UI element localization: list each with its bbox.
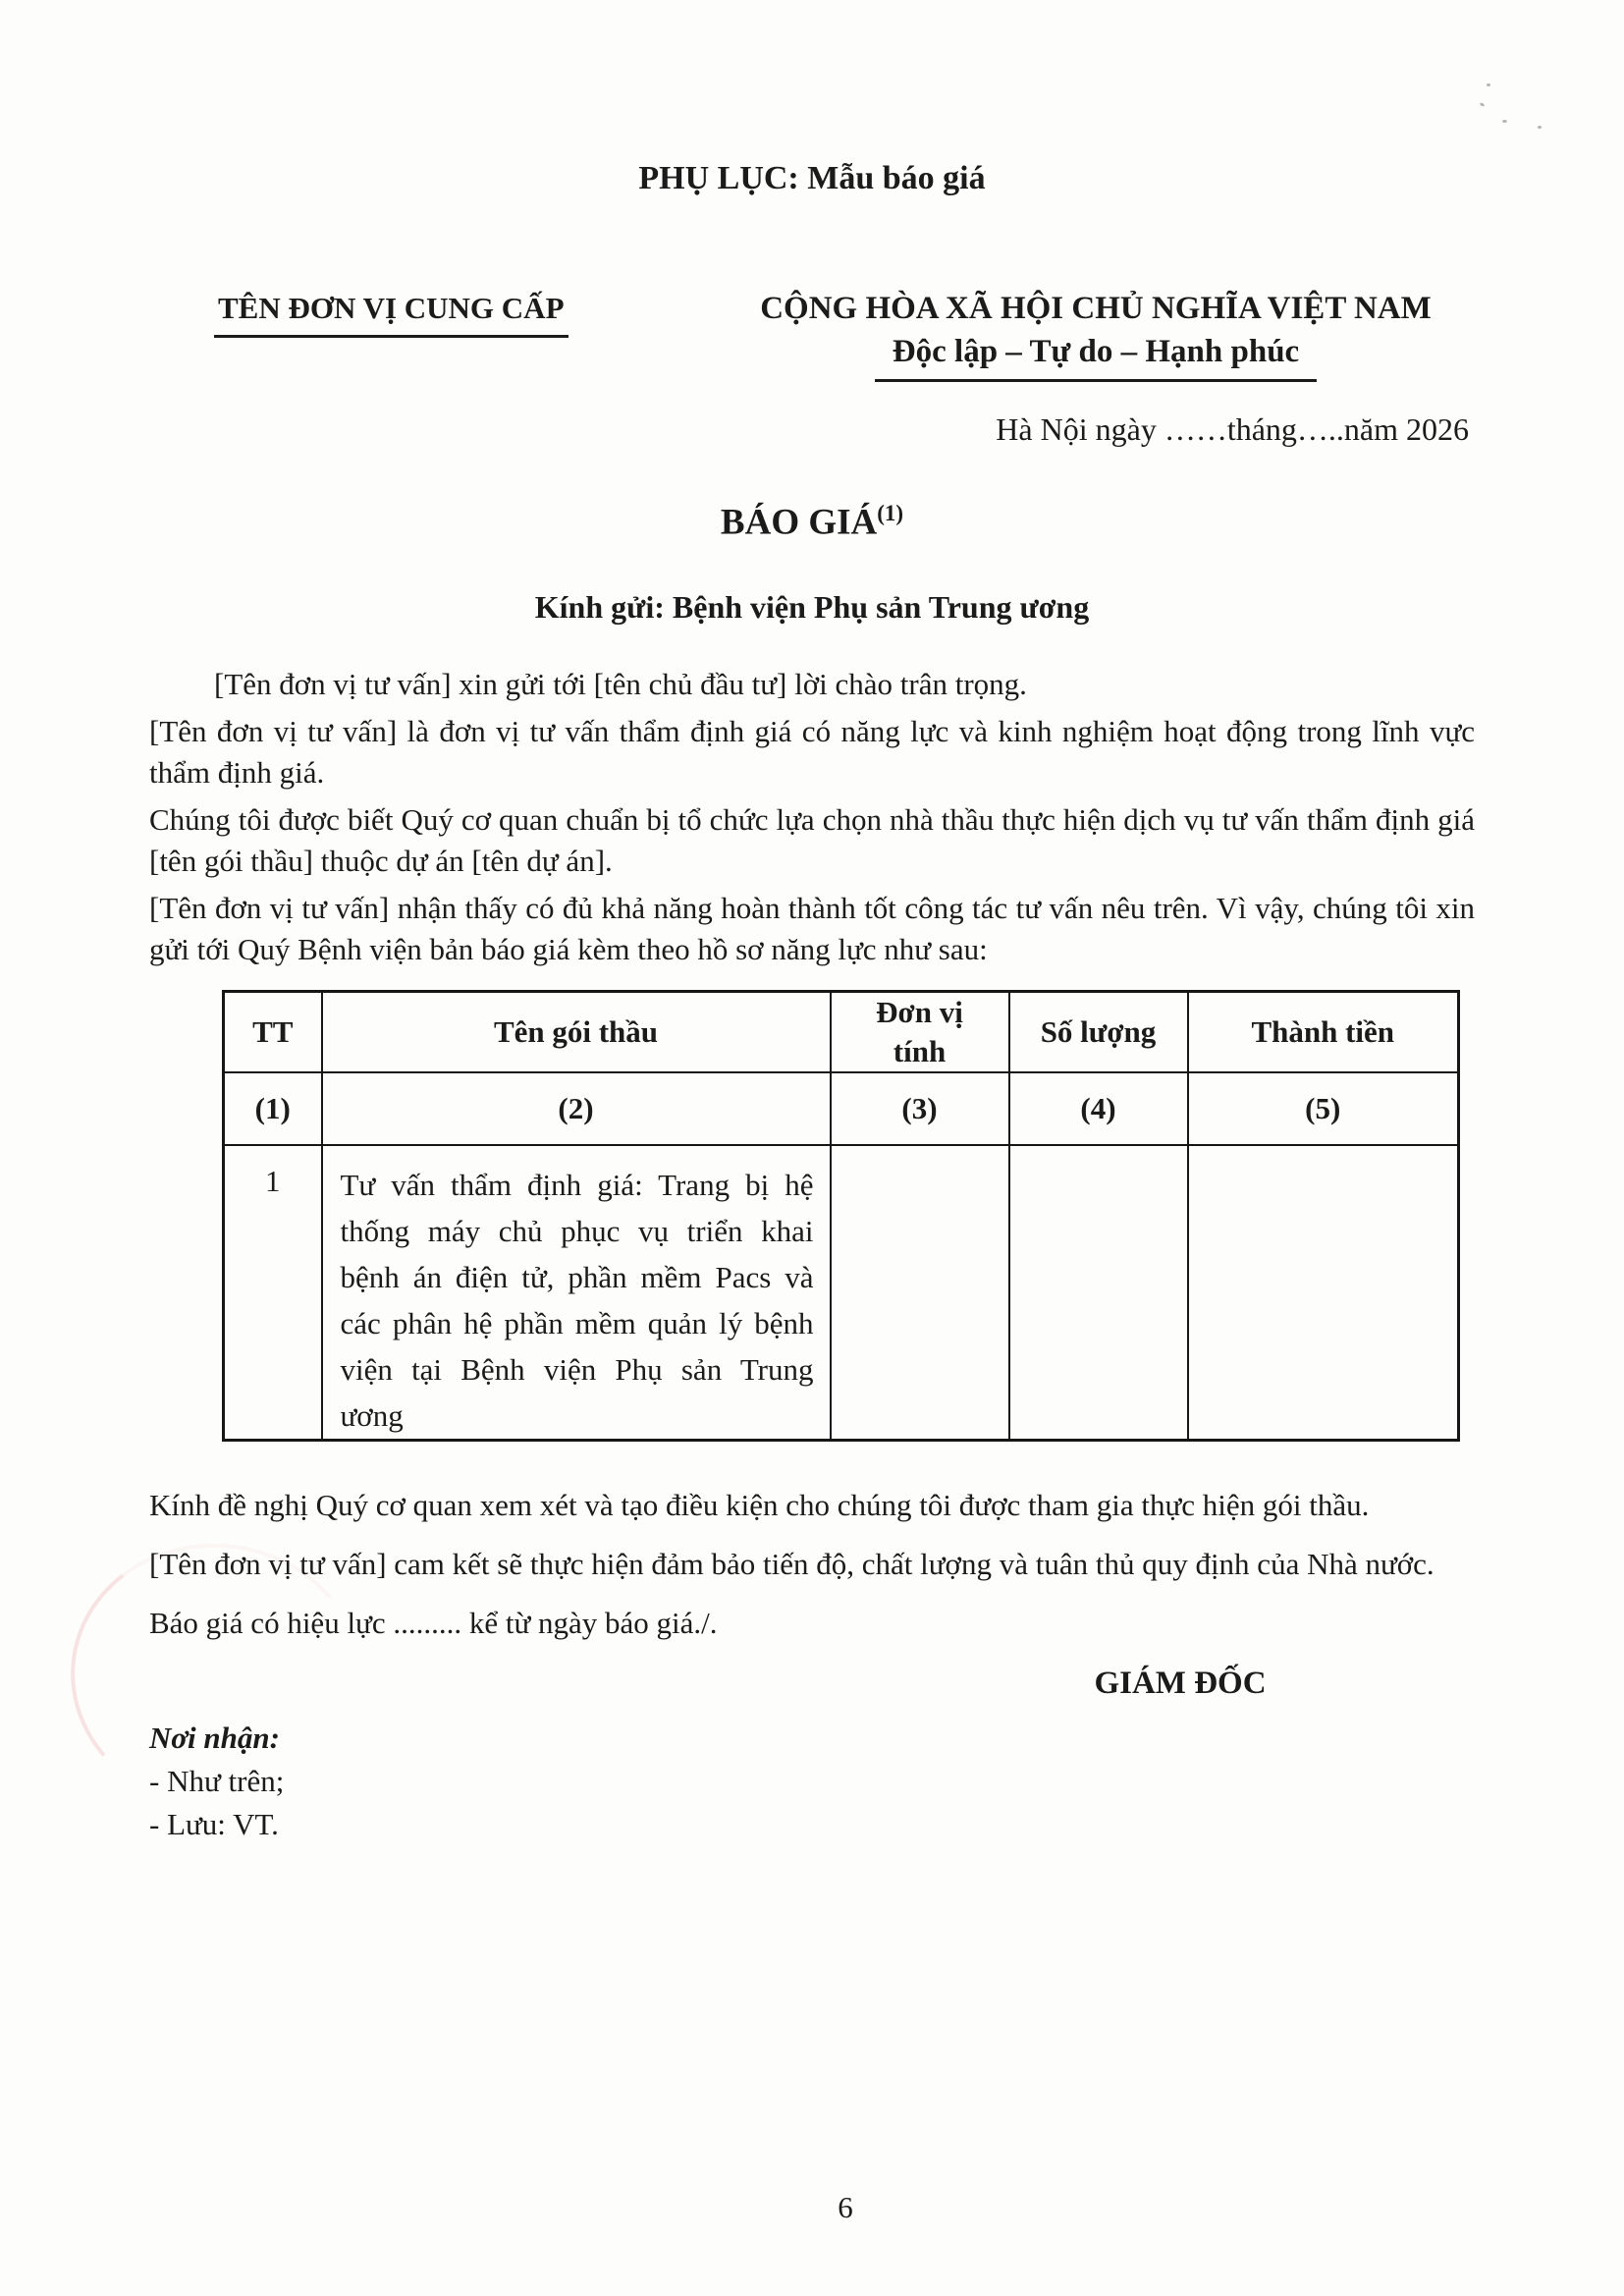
appendix-title: PHỤ LỤC: Mẫu báo giá [638,160,986,196]
recipient-item: - Như trên; [149,1764,285,1799]
salutation-line: Kính gửi: Bệnh viện Phụ sản Trung ương [534,589,1090,626]
body-paragraphs [149,664,1475,970]
table-header-unit: Đơn vị tính [831,992,1009,1073]
closing-paragraph: Báo giá có hiệu lực ......... kể từ ngày báo giá./. [149,1606,718,1641]
document-title-text: BÁO GIÁ [720,502,878,543]
recipients-block [149,1717,1475,1846]
column-number-cell: (1) [224,1072,322,1145]
table-header-quantity: Số lượng [1009,992,1188,1073]
republic-line: CỘNG HÒA XÃ HỘI CHỦ NGHĨA VIỆT NAM [760,291,1432,326]
closing-paragraph: Kính đề nghị Quý cơ quan xem xét và tạo điều kiện cho chúng tôi được tham gia thực hiện gói thầu. [149,1488,1370,1523]
column-number-cell: (5) [1188,1072,1459,1145]
column-number-cell: (4) [1009,1072,1188,1145]
supplier-label [214,289,568,338]
table-row [224,1145,1459,1441]
body-paragraph: [Tên đơn vị tư vấn] là đơn vị tư vấn thẩm định giá có năng lực và kinh nghiệm hoạt động trong lĩnh vực thẩm định giá. [149,714,1475,791]
row-unit-cell [831,1145,1009,1441]
table-column-number-row [224,1072,1459,1145]
column-number-cell: (2) [322,1072,831,1145]
table-header-row [224,992,1459,1073]
document-title-footnote-ref: (1) [877,501,904,525]
signature-title: GIÁM ĐỐC [1094,1666,1267,1702]
document-header [149,289,1475,382]
row-quantity-cell [1009,1145,1188,1441]
supplier-label-text: TÊN ĐƠN VỊ CUNG CẤP [214,289,568,338]
recipients-label: Nơi nhận: [149,1721,280,1756]
closing-paragraph: [Tên đơn vị tư vấn] cam kết sẽ thực hiện đảm bảo tiến độ, chất lượng và tuân thủ quy định của Nhà nước. [149,1547,1435,1582]
quotation-table [222,990,1460,1442]
place-date-line: Hà Nội ngày ……tháng…..năm 2026 [996,411,1469,447]
table-header-package-name: Tên gói thầu [322,992,831,1073]
recipient-item: - Lưu: VT. [149,1807,279,1842]
body-paragraph: Chúng tôi được biết Quý cơ quan chuẩn bị tổ chức lựa chọn nhà thầu thực hiện dịch vụ tư vấn thẩm định giá [tên gói thầu] thuộc dự án [tên dự án]. [149,802,1475,879]
body-paragraph: [Tên đơn vị tư vấn] nhận thấy có đủ khả năng hoàn thành tốt công tác tư vấn nêu trên. Vì vậy, chúng tôi xin gửi tới Quý Bệnh viện bản báo giá kèm theo hồ sơ năng lực như sau: [149,891,1475,967]
row-amount-cell [1188,1145,1459,1441]
national-header [717,289,1475,382]
row-package-name-cell: Tư vấn thẩm định giá: Trang bị hệ thống máy chủ phục vụ triển khai bệnh án điện tử, phần mềm Pacs và các phân hệ phần mềm quản lý bệnh viện tại Bệnh viện Phụ sản Trung ương [322,1145,831,1441]
table-header-amount: Thành tiền [1188,992,1459,1073]
body-paragraph: [Tên đơn vị tư vấn] xin gửi tới [tên chủ đầu tư] lời chào trân trọng. [214,667,1027,702]
document-title [149,490,1475,546]
closing-paragraphs [149,1485,1475,1644]
row-tt-cell: 1 [224,1145,322,1441]
page-number: 6 [838,2190,853,2224]
motto-line: Độc lập – Tự do – Hạnh phúc [875,328,1317,382]
column-number-cell: (3) [831,1072,1009,1145]
table-header-tt: TT [224,992,322,1073]
